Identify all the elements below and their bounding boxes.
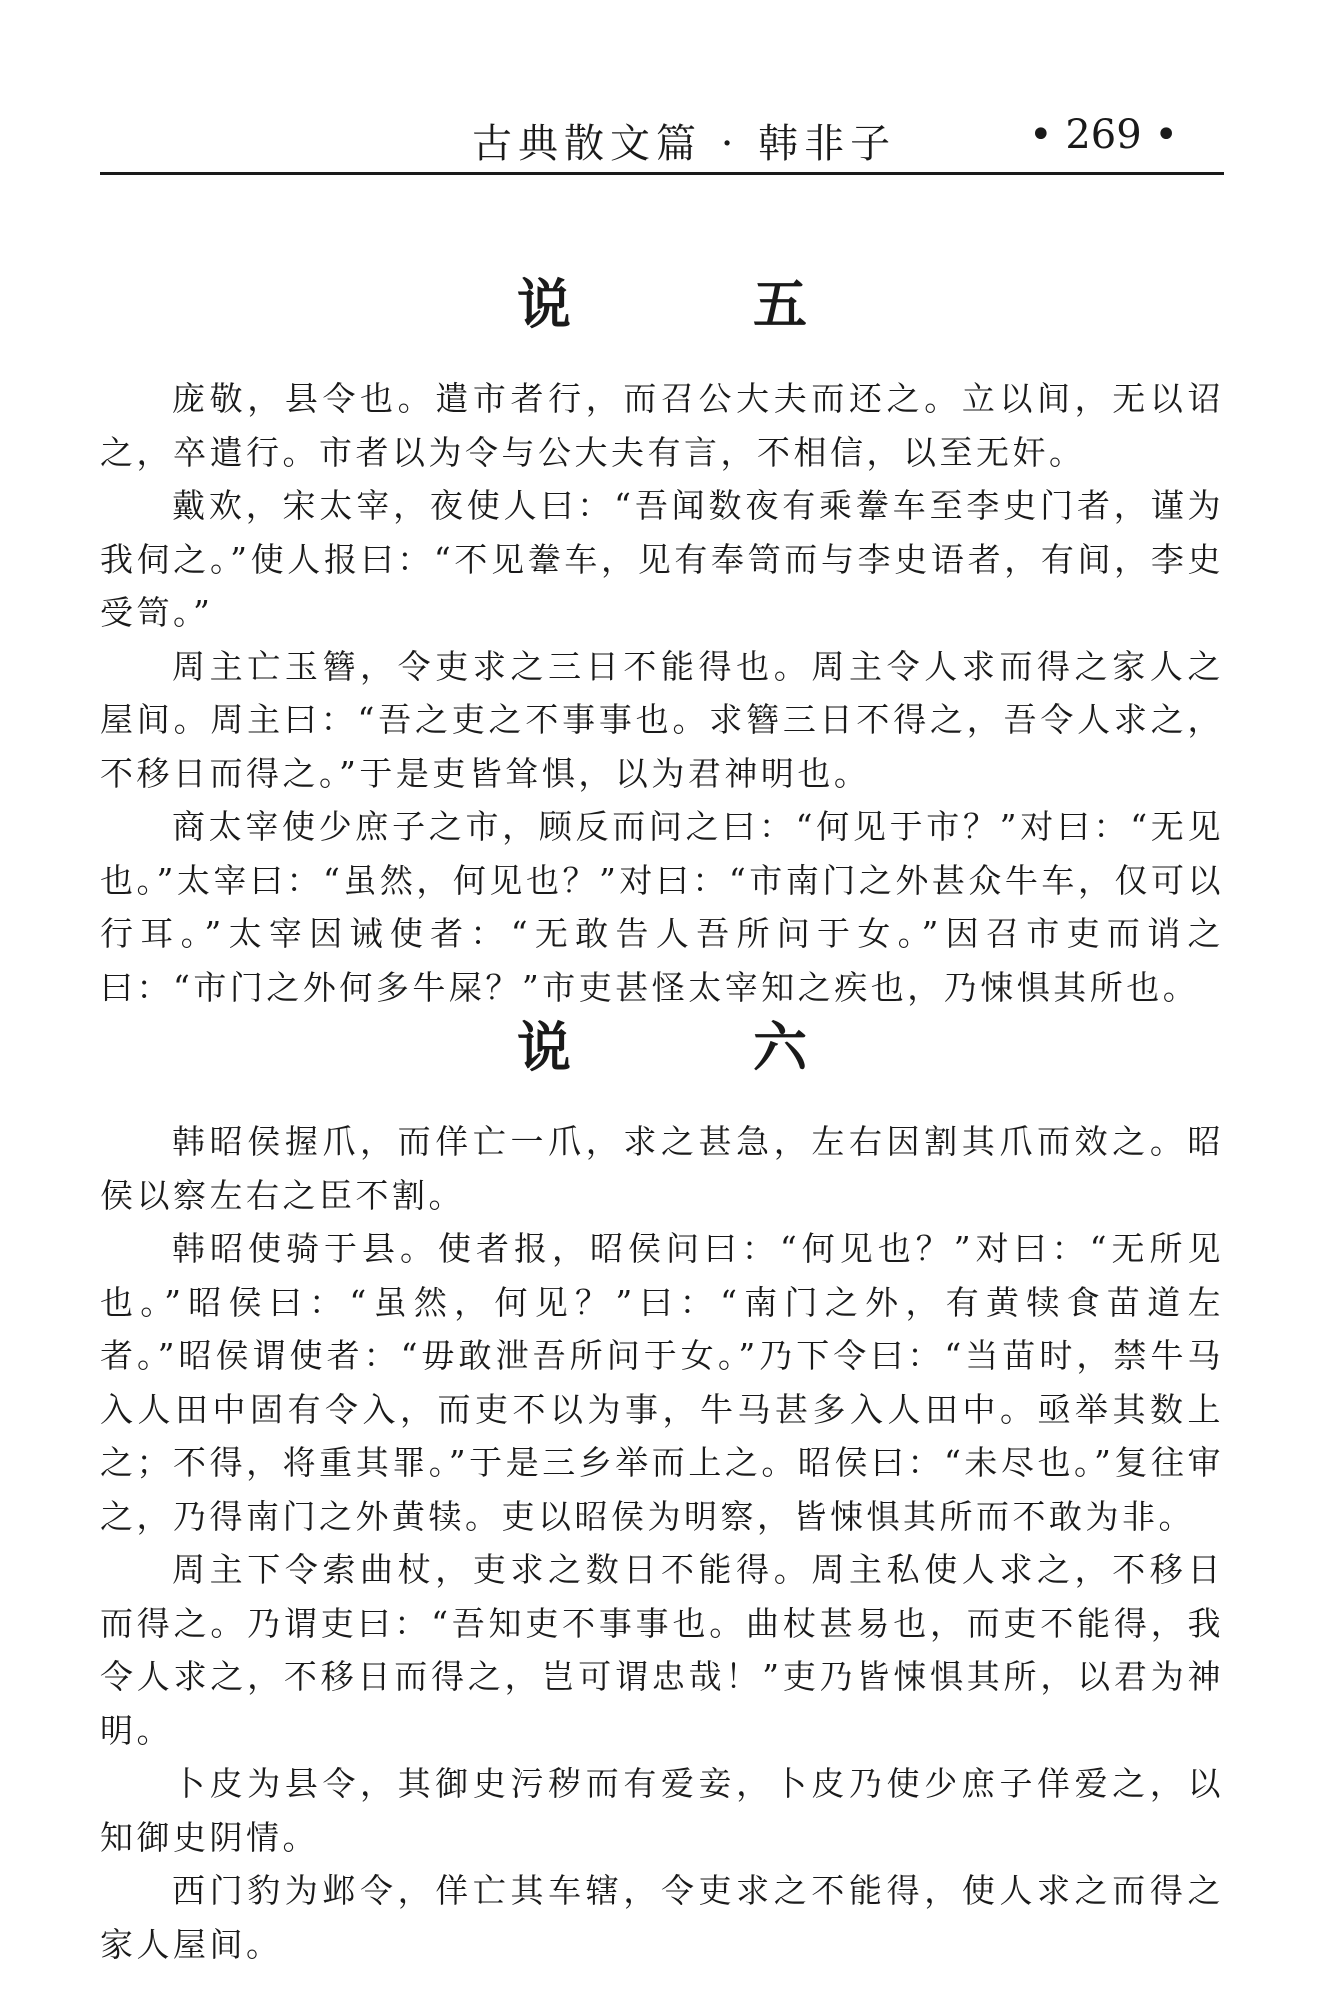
section-heading-shuo-liu: 说 六 [517, 1015, 871, 1079]
paragraph: 西门豹为邺令，佯亡其车辖，令吏求之不能得，使人求之而得之家人屋间。 [100, 1871, 1224, 1964]
paragraph: 韩昭使骑于县。使者报，昭侯问曰：“何见也？”对曰：“无所见也。”昭侯曰：“虽然，何见？”曰：“南门之外，有黄犊食苗道左者。”昭侯谓使者：“毋敢泄吾所问于女。”乃下令曰：“当苗时，禁牛马入人田中固有令入，而吏不以为事，牛马甚多入人田中。亟举其数上之；不得，将重其罪。”于是三乡举而上之。昭侯曰：“未尽也。”复往审之，乃得南门之外黄犊。吏以昭侯为明察，皆悚惧其所而不敢为非。 [100, 1229, 1224, 1536]
section-heading-shuo-wu: 说 五 [517, 272, 871, 336]
paragraph: 商太宰使少庶子之市，顾反而问之曰：“何见于市？”对曰：“无见也。”太宰曰：“虽然，何见也？”对曰：“市南门之外甚众牛车，仅可以行耳。”太宰因诫使者：“无敢告人吾所问于女。”因召市吏而诮之曰：“市门之外何多牛屎？”市吏甚怪太宰知之疾也，乃悚惧其所也。 [100, 807, 1224, 1007]
section-body-shuo-wu [100, 372, 1224, 1014]
paragraph: 卜皮为县令，其御史污秽而有爱妾，卜皮乃使少庶子佯爱之，以知御史阴情。 [100, 1764, 1224, 1857]
running-header [100, 100, 1224, 175]
paragraph: 庞敬，县令也。遣市者行，而召公大夫而还之。立以间，无以诏之，卒遣行。市者以为令与公大夫有言，不相信，以至无奸。 [100, 379, 1224, 472]
running-header-title: 古典散文篇 · 韩非子 [472, 121, 897, 167]
paragraph: 周主下令索曲杖，吏求之数日不能得。周主私使人求之，不移日而得之。乃谓吏曰：“吾知吏不事事也。曲杖甚易也，而吏不能得，我令人求之，不移日而得之，岂可谓忠哉！”吏乃皆悚惧其所，以君为神明。 [100, 1550, 1224, 1750]
section-body-shuo-liu [100, 1115, 1224, 1971]
paragraph: 戴欢，宋太宰，夜使人曰：“吾闻数夜有乘韏车至李史门者，谨为我伺之。”使人报曰：“不见韏车，见有奉笥而与李史语者，有间，李史受笥。” [100, 486, 1224, 632]
page-number: • 269 • [1029, 112, 1178, 158]
paragraph: 周主亡玉簪，令吏求之三日不能得也。周主令人求而得之家人之屋间。周主曰：“吾之吏之不事事也。求簪三日不得之，吾令人求之，不移日而得之。”于是吏皆耸惧，以为君神明也。 [100, 646, 1224, 793]
paragraph: 韩昭侯握爪，而佯亡一爪，求之甚急，左右因割其爪而效之。昭侯以察左右之臣不割。 [100, 1122, 1224, 1215]
